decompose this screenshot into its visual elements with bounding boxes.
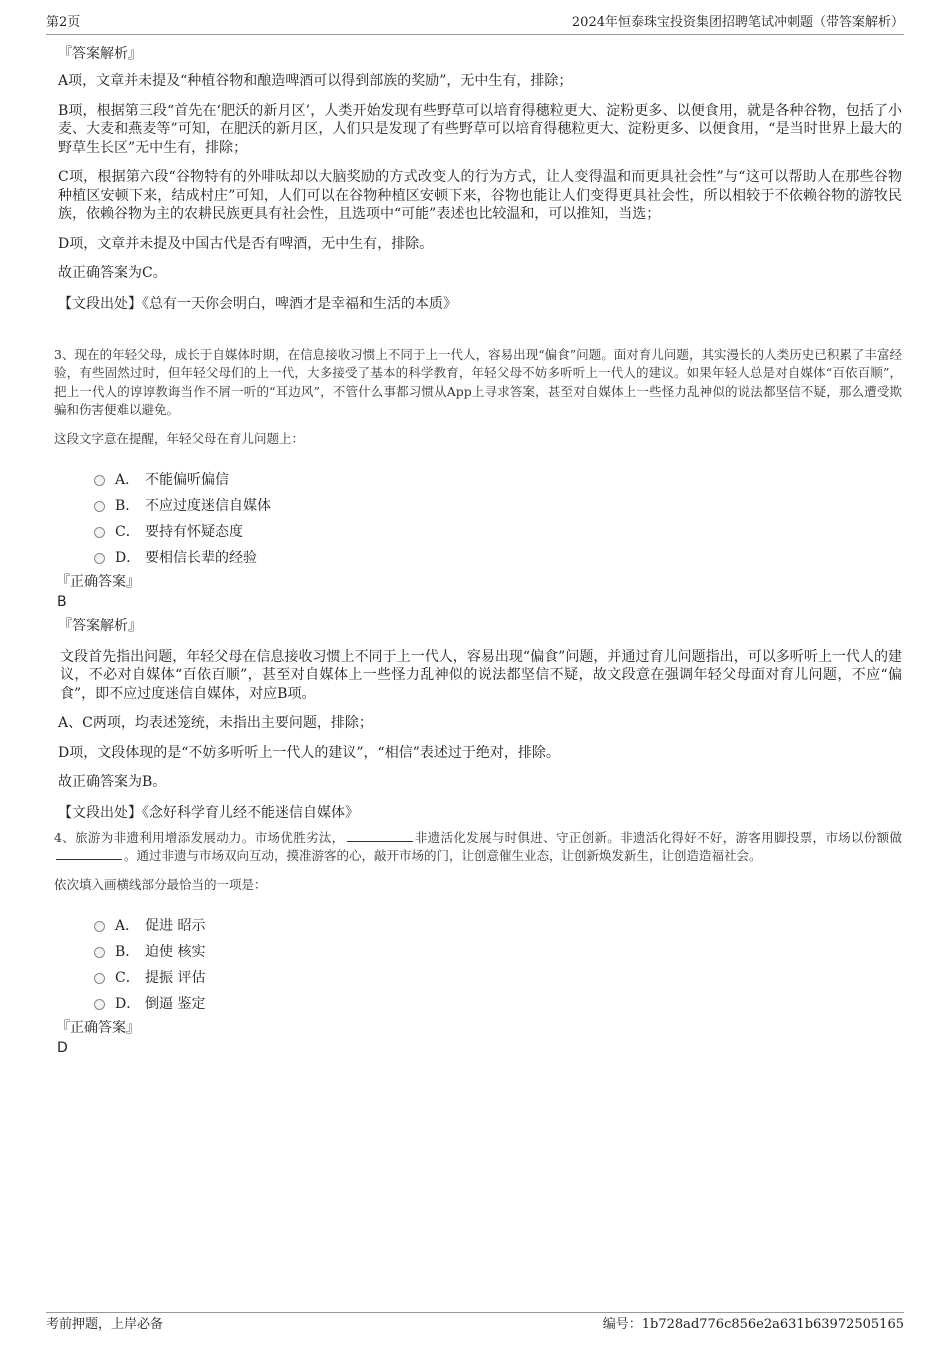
option-c[interactable] [94, 518, 902, 544]
option-b[interactable] [94, 492, 902, 518]
analysis-paragraph: B项，根据第三段“首先在‘肥沃的新月区’，人类开始发现有些野草可以培育得穗粒更大、淀粉更多、以便食用，就是各种谷物，包括了小麦、大麦和燕麦等”可知，在肥沃的新月区，人们只是发现了有些野草可以培育得穗粒更大、淀粉更多、以便食用，“是当时世界上最大的野草生长区”无中生有，排除； [58, 102, 902, 156]
footer-slogan: 考前押题，上岸必备 [46, 1317, 164, 1332]
option-text: 要持有怀疑态度 [145, 523, 243, 540]
conclusion: 故正确答案为B。 [58, 774, 167, 790]
page-footer [46, 1312, 904, 1337]
question-stem: 3、现在的年轻父母，成长于自媒体时期，在信息接收习惯上不同于上一代人，容易出现“偏食”问题。面对育儿问题，其实漫长的人类历史已积累了丰富经验，有些固然过时，但年轻父母们的上一代，大多接受了基本的科学教育，年轻父母不妨多听听上一代人的建议。如果年轻人总是对自媒体“百依百顺”，把上一代人的谆谆教诲当作不屑一听的“耳边风”，不管什么事都习惯从App上寻求答案，甚至对自媒体上一些怪力乱神似的说法都坚信不疑，那么遭受欺骗和伤害便难以避免。 [54, 346, 902, 417]
option-text: 促进 昭示 [145, 917, 206, 934]
option-text: 不应过度迷信自媒体 [145, 497, 271, 514]
stem-part: 。通过非遗与市场双向互动，摸准游客的心，敲开市场的门，让创意催生业态，让创新焕发新生，让创造造福社会。 [124, 848, 762, 863]
option-d[interactable] [94, 544, 902, 570]
option-c[interactable] [94, 964, 902, 990]
passage-source: 【文段出处】《念好科学育儿经不能迷信自媒体》 [58, 804, 359, 821]
option-b[interactable] [94, 938, 902, 964]
correct-answer-label: 『正确答案』 [56, 1019, 140, 1036]
question-prompt: 这段文字意在提醒，年轻父母在育儿问题上： [54, 430, 305, 446]
page-number: 第2页 [46, 15, 81, 30]
radio-icon[interactable] [94, 999, 105, 1010]
passage-source: 【文段出处】《总有一天你会明白，啤酒才是幸福和生活的本质》 [58, 295, 457, 312]
option-text: 迫使 核实 [145, 943, 206, 960]
option-text: 倒逼 鉴定 [145, 995, 206, 1012]
question-stem [54, 829, 902, 866]
fill-blank [347, 829, 413, 842]
option-letter: A． [115, 471, 140, 488]
question-prompt: 依次填入画横线部分最恰当的一项是： [54, 876, 267, 892]
option-text: 不能偏听偏信 [145, 471, 229, 488]
stem-part: 非遗活化发展与时俱进、守正创新。非遗活化得好不好，游客用脚投票，市场以份额做 [414, 829, 902, 845]
conclusion: 故正确答案为C。 [58, 265, 167, 281]
option-list [94, 466, 902, 570]
radio-icon[interactable] [94, 973, 105, 984]
question-3 [56, 346, 902, 823]
correct-answer: B [57, 593, 67, 610]
analysis-paragraph: D项，文段体现的是“不妨多听听上一代人的建议”，“相信”表述过于绝对，排除。 [58, 744, 560, 761]
option-letter: B． [115, 943, 140, 960]
option-letter: D． [115, 995, 141, 1012]
correct-answer-label: 『正确答案』 [56, 573, 140, 590]
option-letter: B． [115, 497, 140, 514]
option-text: 提振 评估 [145, 969, 206, 986]
radio-icon[interactable] [94, 921, 105, 932]
radio-icon[interactable] [94, 947, 105, 958]
option-letter: D． [115, 549, 141, 566]
option-letter: A． [115, 917, 140, 934]
analysis-paragraph: A、C两项，均表述笼统，未指出主要问题，排除； [58, 715, 373, 731]
document-title: 2024年恒泰珠宝投资集团招聘笔试冲刺题（带答案解析） [571, 15, 904, 30]
radio-icon[interactable] [94, 501, 105, 512]
radio-icon[interactable] [94, 553, 105, 564]
question-4 [56, 829, 902, 1058]
fill-blank [56, 847, 122, 860]
analysis-label: 『答案解析』 [58, 46, 142, 62]
stem-part: 4、旅游为非遗利用增添发展动力。市场优胜劣汰， [54, 829, 345, 845]
option-a[interactable] [94, 912, 902, 938]
analysis-label: 『答案解析』 [58, 617, 142, 634]
option-a[interactable] [94, 466, 902, 492]
option-text: 要相信长辈的经验 [145, 549, 257, 566]
option-list [94, 912, 902, 1016]
q2-analysis [56, 44, 902, 314]
option-letter: C． [115, 969, 140, 986]
radio-icon[interactable] [94, 527, 105, 538]
radio-icon[interactable] [94, 475, 105, 486]
analysis-paragraph: A项，文章并未提及“种植谷物和酿造啤酒可以得到部族的奖励”，无中生有，排除； [58, 73, 573, 89]
correct-answer: D [57, 1039, 68, 1056]
analysis-paragraph: 文段首先指出问题，年轻父母在信息接收习惯上不同于上一代人，容易出现“偏食”问题，并通过育儿问题指出，可以多听听上一代人的建议，不必对自媒体“百依百顺”，甚至对自媒体上一些怪力乱神似的说法都坚信不疑，故文段意在强调年轻父母面对育儿问题，不应“偏食”，即不应过度迷信自媒体，对应B项。 [60, 648, 902, 702]
page-content [56, 44, 902, 1062]
analysis-paragraph: D项，文章并未提及中国古代是否有啤酒，无中生有，排除。 [58, 235, 434, 252]
option-letter: C． [115, 523, 140, 540]
analysis-paragraph: C项，根据第六段“谷物特有的外啡呔却以大脑奖励的方式改变人的行为方式，让人变得温和而更具社会性”与“这可以帮助人在那些谷物种植区安顿下来，结成村庄”可知，人们可以在谷物种植区安顿下来，谷物也能让人们变得更具社会性，所以相较于不依赖谷物的游牧民族，依赖谷物为主的农耕民族更具有社会性，且选项中“可能”表述也比较温和，可以推知，当选； [58, 169, 902, 222]
option-d[interactable] [94, 990, 902, 1016]
page-header [46, 14, 904, 35]
document-serial: 编号：1b728ad776c856e2a631b63972505165 [602, 1317, 904, 1332]
